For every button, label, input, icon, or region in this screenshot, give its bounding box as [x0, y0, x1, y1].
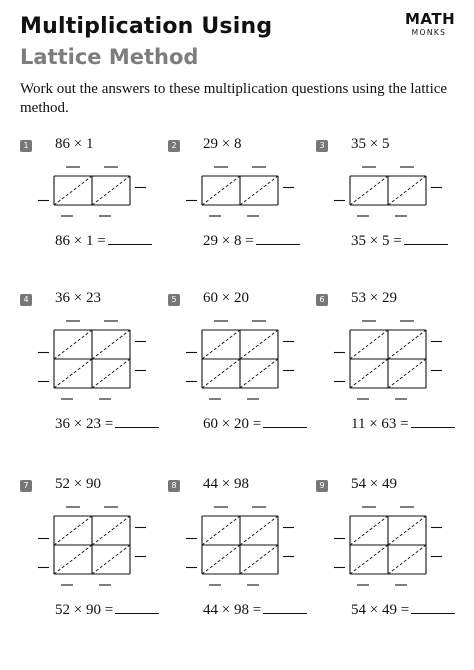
problem-number-badge: 8: [168, 480, 180, 492]
cell-diagonal: [54, 330, 92, 359]
problem-number-badge: 4: [20, 294, 32, 306]
problem-expression: 60 × 20: [203, 290, 249, 306]
answer-line: [351, 414, 455, 433]
answer-blank[interactable]: [263, 414, 307, 428]
problem-6: [316, 290, 466, 434]
cell-diagonal: [388, 359, 426, 388]
cell-diagonal: [240, 330, 278, 359]
problem-3: [316, 136, 466, 280]
answer-line: [55, 231, 152, 250]
cell-diagonal: [202, 330, 240, 359]
problem-number-badge: 6: [316, 294, 328, 306]
cell-diagonal: [350, 330, 388, 359]
problem-1: [20, 136, 170, 280]
cell-diagonal: [350, 176, 388, 205]
cell-diagonal: [92, 330, 130, 359]
problem-7: [20, 476, 170, 620]
problem-expression: 35 × 5: [351, 136, 390, 152]
cell-diagonal: [350, 516, 388, 545]
problem-number-badge: 7: [20, 480, 32, 492]
lattice-grid: [184, 500, 300, 594]
cell-diagonal: [54, 545, 92, 574]
answer-line: [203, 600, 307, 619]
cell-diagonal: [240, 176, 278, 205]
lattice-grid: [332, 500, 448, 594]
cell-diagonal: [92, 359, 130, 388]
answer-prompt: 36 × 23 =: [55, 416, 114, 432]
problem-9: [316, 476, 466, 620]
problem-5: [168, 290, 318, 434]
cell-diagonal: [240, 516, 278, 545]
answer-prompt: 52 × 90 =: [55, 602, 114, 618]
answer-blank[interactable]: [411, 600, 455, 614]
lattice-grid: [36, 314, 152, 408]
lattice-grid: [332, 314, 448, 408]
problem-4: [20, 290, 170, 434]
answer-prompt: 11 × 63 =: [351, 416, 409, 432]
answer-line: [55, 600, 159, 619]
answer-blank[interactable]: [115, 414, 159, 428]
answer-blank[interactable]: [404, 231, 448, 245]
answer-blank[interactable]: [411, 414, 455, 428]
answer-blank[interactable]: [115, 600, 159, 614]
lattice-grid: [36, 500, 152, 594]
cell-diagonal: [388, 516, 426, 545]
problem-number-badge: 1: [20, 140, 32, 152]
answer-line: [351, 231, 448, 250]
lattice-grid: [332, 160, 448, 225]
answer-prompt: 86 × 1 =: [55, 233, 106, 249]
problem-2: [168, 136, 318, 280]
cell-diagonal: [240, 545, 278, 574]
logo-sub-text: MONKS: [411, 28, 447, 37]
cell-diagonal: [54, 516, 92, 545]
page-subtitle: Lattice Method: [20, 45, 199, 69]
problem-expression: 36 × 23: [55, 290, 101, 306]
cell-diagonal: [202, 359, 240, 388]
cell-diagonal: [388, 545, 426, 574]
math-monks-logo: [405, 10, 456, 50]
cell-diagonal: [54, 359, 92, 388]
answer-line: [203, 414, 307, 433]
problem-number-badge: 2: [168, 140, 180, 152]
cell-diagonal: [54, 176, 92, 205]
answer-line: [203, 231, 300, 250]
answer-blank[interactable]: [108, 231, 152, 245]
answer-prompt: 60 × 20 =: [203, 416, 262, 432]
answer-blank[interactable]: [256, 231, 300, 245]
problem-expression: 29 × 8: [203, 136, 242, 152]
cell-diagonal: [388, 330, 426, 359]
answer-prompt: 35 × 5 =: [351, 233, 402, 249]
answer-prompt: 29 × 8 =: [203, 233, 254, 249]
lattice-grid: [184, 160, 300, 225]
page-title: Multiplication Using: [20, 14, 273, 39]
cell-diagonal: [202, 176, 240, 205]
answer-prompt: 54 × 49 =: [351, 602, 410, 618]
problem-number-badge: 5: [168, 294, 180, 306]
cell-diagonal: [350, 545, 388, 574]
cell-diagonal: [240, 359, 278, 388]
answer-line: [351, 600, 455, 619]
problem-expression: 44 × 98: [203, 476, 249, 492]
lattice-grid: [36, 160, 152, 225]
problem-expression: 53 × 29: [351, 290, 397, 306]
problem-expression: 52 × 90: [55, 476, 101, 492]
answer-blank[interactable]: [263, 600, 307, 614]
cell-diagonal: [202, 545, 240, 574]
cell-diagonal: [388, 176, 426, 205]
answer-prompt: 44 × 98 =: [203, 602, 262, 618]
cell-diagonal: [350, 359, 388, 388]
answer-line: [55, 414, 159, 433]
problem-number-badge: 9: [316, 480, 328, 492]
problem-expression: 86 × 1: [55, 136, 94, 152]
problem-expression: 54 × 49: [351, 476, 397, 492]
problem-8: [168, 476, 318, 620]
cell-diagonal: [202, 516, 240, 545]
lattice-grid: [184, 314, 300, 408]
instructions: Work out the answers to these multiplication questions using the lattice method.: [20, 81, 448, 116]
cell-diagonal: [92, 545, 130, 574]
logo-main-text: MATH: [405, 10, 456, 28]
problem-number-badge: 3: [316, 140, 328, 152]
cell-diagonal: [92, 516, 130, 545]
cell-diagonal: [92, 176, 130, 205]
